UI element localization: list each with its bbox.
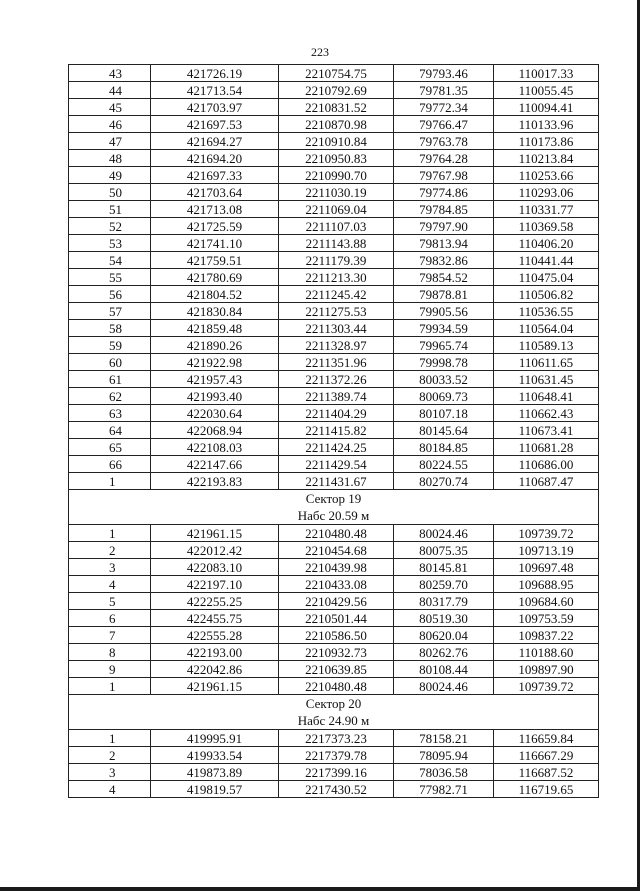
x-coordinate-cell: 422193.00 [151,644,279,661]
y-coordinate-cell: 2217373.23 [279,730,394,747]
table-row [69,388,599,405]
y-coordinate-cell: 2211275.53 [279,303,394,320]
x-coordinate-cell: 422147.66 [151,456,279,473]
point-number-cell: 54 [69,252,151,269]
x-local-cell: 80108.44 [394,661,494,678]
table-row [69,337,599,354]
x-local-cell: 80184.85 [394,439,494,456]
table-row [69,525,599,542]
x-local-cell: 80145.64 [394,422,494,439]
sector-19-height: Набс 20.59 м [69,507,599,525]
y-coordinate-cell: 2210639.85 [279,661,394,678]
y-local-cell: 110589.13 [494,337,599,354]
table-row [69,576,599,593]
point-number-cell: 1 [69,678,151,695]
table-row [69,65,599,82]
table-row [69,593,599,610]
table-row [69,405,599,422]
x-local-cell: 79766.47 [394,116,494,133]
y-local-cell: 110687.47 [494,473,599,490]
x-coordinate-cell: 422455.75 [151,610,279,627]
table-row [69,320,599,337]
y-local-cell: 109837.22 [494,627,599,644]
x-local-cell: 79793.46 [394,65,494,82]
table-row [69,116,599,133]
x-local-cell: 79813.94 [394,235,494,252]
y-coordinate-cell: 2210480.48 [279,525,394,542]
table-row [69,559,599,576]
table-row [69,730,599,747]
y-coordinate-cell: 2211303.44 [279,320,394,337]
table-row [69,678,599,695]
table-block-continuation [69,65,599,490]
table-row [69,201,599,218]
point-number-cell: 59 [69,337,151,354]
sector-20-rows [69,730,599,798]
y-local-cell: 110213.84 [494,150,599,167]
y-coordinate-cell: 2210910.84 [279,133,394,150]
y-coordinate-cell: 2211030.19 [279,184,394,201]
x-local-cell: 79784.85 [394,201,494,218]
table-row [69,218,599,235]
x-local-cell: 79878.81 [394,286,494,303]
x-local-cell: 80270.74 [394,473,494,490]
y-coordinate-cell: 2211424.25 [279,439,394,456]
y-local-cell: 110686.00 [494,456,599,473]
y-local-cell: 110564.04 [494,320,599,337]
x-local-cell: 79998.78 [394,354,494,371]
y-local-cell: 110662.43 [494,405,599,422]
point-number-cell: 56 [69,286,151,303]
scan-border-bottom [0,887,640,891]
y-coordinate-cell: 2211429.54 [279,456,394,473]
x-local-cell: 79854.52 [394,269,494,286]
point-number-cell: 55 [69,269,151,286]
x-local-cell: 80107.18 [394,405,494,422]
y-coordinate-cell: 2210501.44 [279,610,394,627]
x-local-cell: 79763.78 [394,133,494,150]
y-local-cell: 110293.06 [494,184,599,201]
x-local-cell: 80069.73 [394,388,494,405]
table-row [69,473,599,490]
point-number-cell: 4 [69,781,151,798]
x-local-cell: 80317.79 [394,593,494,610]
x-coordinate-cell: 421703.97 [151,99,279,116]
x-coordinate-cell: 421804.52 [151,286,279,303]
x-local-cell: 80075.35 [394,542,494,559]
x-coordinate-cell: 421993.40 [151,388,279,405]
point-number-cell: 58 [69,320,151,337]
x-coordinate-cell: 421726.19 [151,65,279,82]
x-coordinate-cell: 422108.03 [151,439,279,456]
x-coordinate-cell: 421961.15 [151,678,279,695]
y-coordinate-cell: 2210831.52 [279,99,394,116]
y-local-cell: 110536.55 [494,303,599,320]
x-coordinate-cell: 421859.48 [151,320,279,337]
point-number-cell: 50 [69,184,151,201]
point-number-cell: 46 [69,116,151,133]
table-row [69,184,599,201]
x-coordinate-cell: 422555.28 [151,627,279,644]
y-local-cell: 110253.66 [494,167,599,184]
x-local-cell: 78095.94 [394,747,494,764]
y-local-cell: 109739.72 [494,525,599,542]
table-row [69,252,599,269]
x-local-cell: 79764.28 [394,150,494,167]
x-coordinate-cell: 421759.51 [151,252,279,269]
x-local-cell: 79905.56 [394,303,494,320]
x-coordinate-cell: 419873.89 [151,764,279,781]
point-number-cell: 1 [69,730,151,747]
y-coordinate-cell: 2211328.97 [279,337,394,354]
y-local-cell: 110611.65 [494,354,599,371]
y-coordinate-cell: 2211069.04 [279,201,394,218]
table-row [69,286,599,303]
point-number-cell: 6 [69,610,151,627]
point-number-cell: 44 [69,82,151,99]
y-local-cell: 116659.84 [494,730,599,747]
table-row [69,354,599,371]
y-coordinate-cell: 2210932.73 [279,644,394,661]
table-row [69,303,599,320]
table-row [69,167,599,184]
point-number-cell: 7 [69,627,151,644]
y-local-cell: 116719.65 [494,781,599,798]
y-local-cell: 110369.58 [494,218,599,235]
x-coordinate-cell: 421780.69 [151,269,279,286]
y-coordinate-cell: 2211351.96 [279,354,394,371]
y-local-cell: 110055.45 [494,82,599,99]
x-local-cell: 78158.21 [394,730,494,747]
y-coordinate-cell: 2217430.52 [279,781,394,798]
x-coordinate-cell: 421713.08 [151,201,279,218]
point-number-cell: 60 [69,354,151,371]
y-coordinate-cell: 2217379.78 [279,747,394,764]
y-local-cell: 109688.95 [494,576,599,593]
y-local-cell: 110406.20 [494,235,599,252]
x-local-cell: 78036.58 [394,764,494,781]
sector-19-title: Сектор 19 [69,490,599,508]
y-coordinate-cell: 2211372.26 [279,371,394,388]
y-coordinate-cell: 2210480.48 [279,678,394,695]
y-coordinate-cell: 2210586.50 [279,627,394,644]
point-number-cell: 57 [69,303,151,320]
y-coordinate-cell: 2211107.03 [279,218,394,235]
y-local-cell: 110648.41 [494,388,599,405]
table-row [69,99,599,116]
x-coordinate-cell: 422197.10 [151,576,279,593]
x-local-cell: 80145.81 [394,559,494,576]
point-number-cell: 64 [69,422,151,439]
x-coordinate-cell: 419933.54 [151,747,279,764]
table-row [69,371,599,388]
y-coordinate-cell: 2211404.29 [279,405,394,422]
point-number-cell: 2 [69,542,151,559]
x-coordinate-cell: 421694.27 [151,133,279,150]
y-local-cell: 110681.28 [494,439,599,456]
x-local-cell: 80259.70 [394,576,494,593]
point-number-cell: 52 [69,218,151,235]
y-coordinate-cell: 2211245.42 [279,286,394,303]
y-coordinate-cell: 2210950.83 [279,150,394,167]
coordinates-table [68,64,599,798]
y-coordinate-cell: 2210990.70 [279,167,394,184]
table-row [69,269,599,286]
point-number-cell: 4 [69,576,151,593]
x-local-cell: 79774.86 [394,184,494,201]
y-local-cell: 110188.60 [494,644,599,661]
x-local-cell: 79772.34 [394,99,494,116]
table-row [69,610,599,627]
x-coordinate-cell: 422083.10 [151,559,279,576]
y-local-cell: 109739.72 [494,678,599,695]
point-number-cell: 1 [69,473,151,490]
table-row [69,456,599,473]
y-coordinate-cell: 2210429.56 [279,593,394,610]
y-coordinate-cell: 2211179.39 [279,252,394,269]
point-number-cell: 2 [69,747,151,764]
point-number-cell: 48 [69,150,151,167]
point-number-cell: 3 [69,559,151,576]
y-local-cell: 109684.60 [494,593,599,610]
y-local-cell: 109713.19 [494,542,599,559]
sector-20-title: Сектор 20 [69,695,599,713]
y-local-cell: 116687.52 [494,764,599,781]
y-local-cell: 110631.45 [494,371,599,388]
table-row [69,661,599,678]
x-coordinate-cell: 422012.42 [151,542,279,559]
y-local-cell: 109897.90 [494,661,599,678]
x-local-cell: 80033.52 [394,371,494,388]
y-coordinate-cell: 2211415.82 [279,422,394,439]
table-row [69,542,599,559]
y-coordinate-cell: 2211143.88 [279,235,394,252]
table-row [69,82,599,99]
point-number-cell: 45 [69,99,151,116]
x-local-cell: 77982.71 [394,781,494,798]
y-coordinate-cell: 2211431.67 [279,473,394,490]
x-local-cell: 80262.76 [394,644,494,661]
x-local-cell: 80224.55 [394,456,494,473]
x-coordinate-cell: 421697.53 [151,116,279,133]
x-local-cell: 80024.46 [394,678,494,695]
x-coordinate-cell: 422042.86 [151,661,279,678]
sector-20-header [69,695,599,730]
table-row [69,747,599,764]
x-coordinate-cell: 419819.57 [151,781,279,798]
table-row [69,150,599,167]
point-number-cell: 43 [69,65,151,82]
x-coordinate-cell: 421961.15 [151,525,279,542]
point-number-cell: 49 [69,167,151,184]
x-coordinate-cell: 421713.54 [151,82,279,99]
y-local-cell: 109753.59 [494,610,599,627]
table-row [69,133,599,150]
point-number-cell: 3 [69,764,151,781]
y-local-cell: 110506.82 [494,286,599,303]
x-coordinate-cell: 421957.43 [151,371,279,388]
y-local-cell: 110331.77 [494,201,599,218]
y-coordinate-cell: 2217399.16 [279,764,394,781]
point-number-cell: 9 [69,661,151,678]
x-local-cell: 80024.46 [394,525,494,542]
y-local-cell: 109697.48 [494,559,599,576]
x-coordinate-cell: 422255.25 [151,593,279,610]
x-coordinate-cell: 421922.98 [151,354,279,371]
x-coordinate-cell: 422193.83 [151,473,279,490]
x-local-cell: 79965.74 [394,337,494,354]
x-coordinate-cell: 422030.64 [151,405,279,422]
point-number-cell: 53 [69,235,151,252]
point-number-cell: 62 [69,388,151,405]
sector-20-height: Набс 24.90 м [69,712,599,730]
point-number-cell: 65 [69,439,151,456]
point-number-cell: 51 [69,201,151,218]
x-local-cell: 79797.90 [394,218,494,235]
x-coordinate-cell: 421890.26 [151,337,279,354]
table-row [69,439,599,456]
point-number-cell: 61 [69,371,151,388]
x-local-cell: 79767.98 [394,167,494,184]
y-coordinate-cell: 2210792.69 [279,82,394,99]
y-local-cell: 110094.41 [494,99,599,116]
y-coordinate-cell: 2211389.74 [279,388,394,405]
y-local-cell: 116667.29 [494,747,599,764]
x-local-cell: 80519.30 [394,610,494,627]
x-coordinate-cell: 421741.10 [151,235,279,252]
x-local-cell: 79832.86 [394,252,494,269]
x-coordinate-cell: 421725.59 [151,218,279,235]
table-row [69,781,599,798]
point-number-cell: 47 [69,133,151,150]
y-coordinate-cell: 2210454.68 [279,542,394,559]
y-local-cell: 110441.44 [494,252,599,269]
y-coordinate-cell: 2210870.98 [279,116,394,133]
x-coordinate-cell: 421697.33 [151,167,279,184]
table-row [69,422,599,439]
x-local-cell: 79781.35 [394,82,494,99]
x-coordinate-cell: 421830.84 [151,303,279,320]
x-coordinate-cell: 419995.91 [151,730,279,747]
y-coordinate-cell: 2211213.30 [279,269,394,286]
point-number-cell: 8 [69,644,151,661]
y-local-cell: 110173.86 [494,133,599,150]
point-number-cell: 5 [69,593,151,610]
sector-19-header [69,490,599,525]
y-coordinate-cell: 2210754.75 [279,65,394,82]
table-row [69,644,599,661]
x-local-cell: 80620.04 [394,627,494,644]
y-coordinate-cell: 2210439.98 [279,559,394,576]
x-coordinate-cell: 421694.20 [151,150,279,167]
table-row [69,627,599,644]
point-number-cell: 1 [69,525,151,542]
x-coordinate-cell: 421703.64 [151,184,279,201]
y-local-cell: 110133.96 [494,116,599,133]
y-local-cell: 110673.41 [494,422,599,439]
y-local-cell: 110475.04 [494,269,599,286]
table-row [69,764,599,781]
y-local-cell: 110017.33 [494,65,599,82]
page-number: 223 [311,45,329,59]
point-number-cell: 63 [69,405,151,422]
table-row [69,235,599,252]
point-number-cell: 66 [69,456,151,473]
y-coordinate-cell: 2210433.08 [279,576,394,593]
x-coordinate-cell: 422068.94 [151,422,279,439]
sector-19-rows [69,525,599,695]
x-local-cell: 79934.59 [394,320,494,337]
